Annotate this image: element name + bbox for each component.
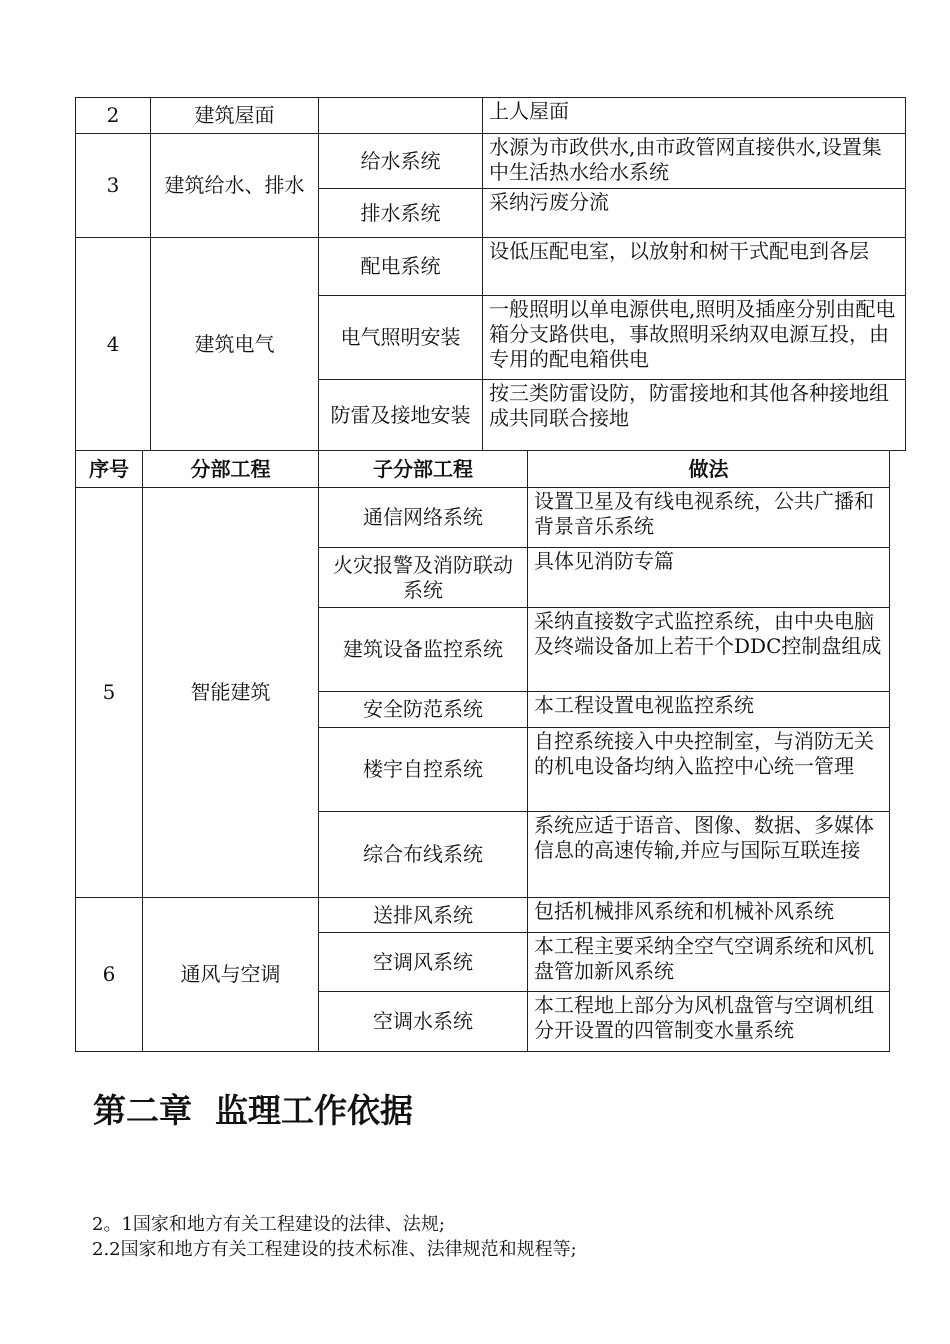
header-sub-division: 子分部工程 — [319, 451, 528, 488]
method-cell: 具体见消防专篇 — [528, 548, 890, 608]
table-header-row — [76, 451, 890, 488]
method-cell: 设低压配电室，以放射和树干式配电到各层 — [483, 238, 906, 296]
row-number: 5 — [76, 488, 143, 898]
division-cell: 建筑电气 — [151, 238, 319, 451]
method-cell: 本工程主要采纳全空气空调系统和风机盘管加新风系统 — [528, 933, 890, 992]
header-division: 分部工程 — [143, 451, 319, 488]
table-row — [76, 134, 906, 189]
sub-division-cell: 配电系统 — [319, 238, 483, 296]
sub-division-cell: 综合布线系统 — [319, 812, 528, 898]
method-cell: 按三类防雷设防，防雷接地和其他各种接地组成共同联合接地 — [483, 380, 906, 451]
sub-division-cell: 空调水系统 — [319, 992, 528, 1052]
header-method: 做法 — [528, 451, 890, 488]
method-cell: 包括机械排风系统和机械补风系统 — [528, 898, 890, 933]
method-cell: 上人屋面 — [483, 98, 906, 134]
engineering-table-continued — [75, 97, 906, 451]
row-number: 4 — [76, 238, 151, 451]
method-cell: 本工程设置电视监控系统 — [528, 692, 890, 728]
table-row — [76, 98, 906, 134]
method-cell: 采纳污废分流 — [483, 189, 906, 238]
sub-division-cell — [319, 98, 483, 134]
division-cell: 建筑屋面 — [151, 98, 319, 134]
chapter-title: 第二章 监理工作依据 — [93, 1091, 413, 1130]
table-row — [76, 898, 890, 933]
division-cell: 智能建筑 — [143, 488, 319, 898]
row-number: 6 — [76, 898, 143, 1052]
engineering-table — [75, 450, 890, 1052]
header-number: 序号 — [76, 451, 143, 488]
sub-division-cell: 安全防范系统 — [319, 692, 528, 728]
sub-division-cell: 楼宇自控系统 — [319, 728, 528, 812]
sub-division-cell: 通信网络系统 — [319, 488, 528, 548]
paragraph: 2.2国家和地方有关工程建设的技术标准、法律规范和规程等; — [92, 1239, 577, 1260]
row-number: 2 — [76, 98, 151, 134]
division-cell: 建筑给水、排水 — [151, 134, 319, 238]
method-cell: 水源为市政供水,由市政管网直接供水,设置集中生活热水给水系统 — [483, 134, 906, 189]
division-cell: 通风与空调 — [143, 898, 319, 1052]
table-row — [76, 238, 906, 296]
paragraph: 2。1国家和地方有关工程建设的法律、法规; — [92, 1214, 445, 1235]
sub-division-cell: 空调风系统 — [319, 933, 528, 992]
sub-division-cell: 给水系统 — [319, 134, 483, 189]
sub-division-cell: 建筑设备监控系统 — [319, 608, 528, 692]
method-cell: 设置卫星及有线电视系统，公共广播和背景音乐系统 — [528, 488, 890, 548]
method-cell: 采纳直接数字式监控系统，由中央电脑及终端设备加上若干个DDC控制盘组成 — [528, 608, 890, 692]
method-cell: 本工程地上部分为风机盘管与空调机组分开设置的四管制变水量系统 — [528, 992, 890, 1052]
method-cell: 自控系统接入中央控制室，与消防无关的机电设备均纳入监控中心统一管理 — [528, 728, 890, 812]
sub-division-cell: 送排风系统 — [319, 898, 528, 933]
sub-division-cell: 排水系统 — [319, 189, 483, 238]
sub-division-cell: 火灾报警及消防联动系统 — [319, 548, 528, 608]
sub-division-cell: 电气照明安装 — [319, 296, 483, 380]
method-cell: 一般照明以单电源供电,照明及插座分别由配电箱分支路供电，事故照明采纳双电源互投，由专用的配电箱供电 — [483, 296, 906, 380]
row-number: 3 — [76, 134, 151, 238]
method-cell: 系统应适于语音、图像、数据、多媒体信息的高速传输,并应与国际互联连接 — [528, 812, 890, 898]
table-row — [76, 488, 890, 548]
sub-division-cell: 防雷及接地安装 — [319, 380, 483, 451]
